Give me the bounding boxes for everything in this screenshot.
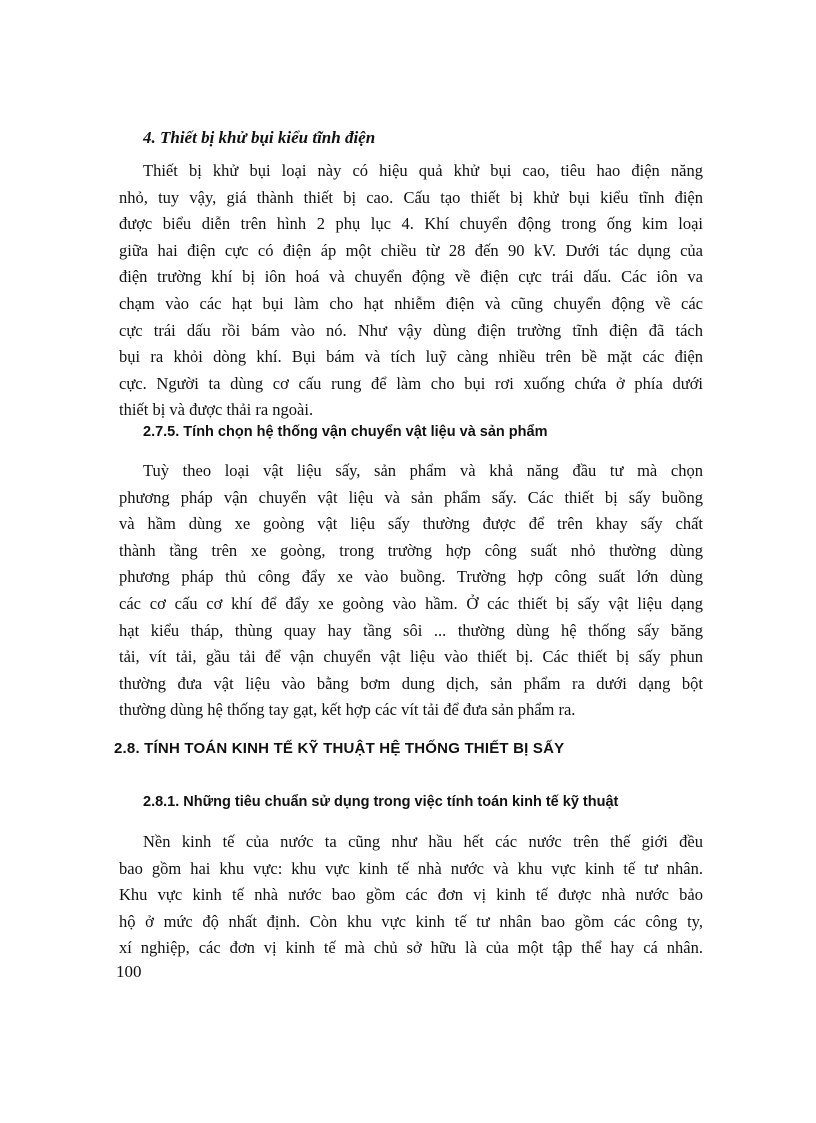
text-line: Tuỳ theo loại vật liệu sấy, sản phẩm và khả năng đầu tư mà chọn [143, 461, 703, 480]
text-line: Thiết bị khử bụi loại này có hiệu quả khử bụi cao, tiêu hao điện năng [143, 161, 703, 180]
page-number: 100 [116, 962, 142, 981]
text-line: phương pháp vận chuyển vật liệu và sản phẩm sấy. Các thiết bị sấy buồng [119, 487, 703, 507]
text-line: cực. Người ta dùng cơ cấu rung để làm cho bụi rơi xuống chứa ở phía dưới [119, 373, 703, 393]
text-line: phương pháp thủ công đẩy xe vào buồng. Trường hợp công suất lớn dùng [119, 567, 703, 587]
text-line: các cơ cấu cơ khí để đẩy xe goòng vào hầm. Ở các thiết bị sấy vật liệu dạng [119, 593, 703, 613]
section-heading-electrostatic: 4. Thiết bị khử bụi kiểu tĩnh điện [143, 128, 376, 147]
text-line: chạm vào các hạt bụi làm cho hạt nhiễm điện và cũng chuyển động về các [119, 293, 703, 313]
text-line: thường dùng hệ thống tay gạt, kết hợp các vít tải để đưa sản phẩm ra. [119, 700, 576, 720]
paragraph-electrostatic [119, 158, 703, 424]
text-line: tải, vít tải, gầu tải để vận chuyển vật liệu vào thiết bị. Các thiết bị sấy phun [119, 647, 703, 667]
section-heading-2-7-5: 2.7.5. Tính chọn hệ thống vận chuyển vật liệu và sản phẩm [143, 424, 548, 440]
text-line: thành tầng trên xe goòng, trong trường hợp công suất nhỏ thường dùng [119, 540, 703, 560]
text-line: xí nghiệp, các đơn vị kinh tế mà chủ sở hữu là của một tập thể hay cá nhân. [119, 938, 703, 958]
text-line: được biểu diễn trên hình 2 phụ lục 4. Khí chuyển động trong ống kim loại [119, 214, 703, 234]
section-heading-2-8: 2.8. TÍNH TOÁN KINH TẾ KỸ THUẬT HỆ THỐNG THIẾT BỊ SẤY [114, 740, 565, 757]
text-line: bao gồm hai khu vực: khu vực kinh tế nhà nước và khu vực kinh tế tư nhân. [119, 858, 703, 878]
text-line: hộ ở mức độ nhất định. Còn khu vực kinh tế tư nhân bao gồm các công ty, [119, 911, 703, 931]
text-line: giữa hai điện cực có điện áp một chiều từ 28 đến 90 kV. Dưới tác dụng của [119, 240, 703, 260]
text-line: thiết bị và được thải ra ngoài. [119, 400, 314, 420]
text-line: điện trường khí bị iôn hoá và chuyển động về điện cực trái dấu. Các iôn va [119, 267, 703, 287]
paragraph-economics [119, 829, 703, 962]
text-line: Khu vực kinh tế nhà nước bao gồm các đơn vị kinh tế được nhà nước bảo [119, 885, 703, 905]
text-line: và hầm dùng xe goòng vật liệu sấy thường được để trên khay sấy chất [119, 514, 703, 534]
text-line: Nền kinh tế của nước ta cũng như hầu hết các nước trên thế giới đều [143, 832, 703, 851]
text-line: nhỏ, tuy vậy, giá thành thiết bị cao. Cấu tạo thiết bị khử bụi kiểu tĩnh điện [119, 187, 703, 207]
paragraph-transport [119, 458, 703, 724]
text-line: bụi ra khỏi dòng khí. Bụi bám và tích luỹ càng nhiều trên bề mặt các điện [119, 347, 703, 367]
text-line: thường đưa vật liệu vào bằng bơm dung dịch, sản phẩm ra dưới dạng bột [119, 673, 703, 693]
text-line: hạt kiểu tháp, thùng quay hay tầng sôi ... thường dùng hệ thống sấy băng [119, 620, 703, 640]
section-heading-2-8-1: 2.8.1. Những tiêu chuẩn sử dụng trong việc tính toán kinh tế kỹ thuật [143, 794, 619, 810]
text-line: cực trái dấu rồi bám vào nó. Như vậy dùng điện trường tĩnh điện đã tách [119, 320, 703, 340]
